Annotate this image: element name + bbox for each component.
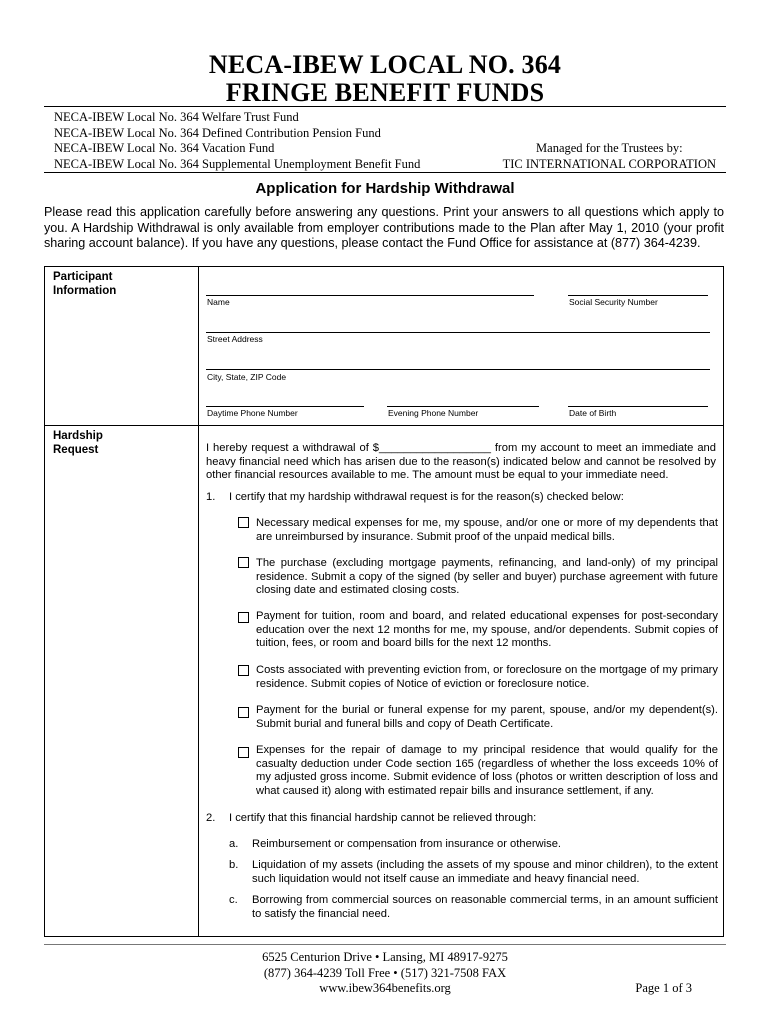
- table-column-divider: [198, 266, 199, 937]
- managed-by-block: [503, 141, 716, 172]
- fund-list: [54, 110, 420, 172]
- item-1-number: 1.: [206, 491, 216, 503]
- fund-name: NECA-IBEW Local No. 364 Welfare Trust Fund: [54, 110, 299, 124]
- reason-funeral-checkbox[interactable]: [238, 707, 249, 718]
- fund-name: NECA-IBEW Local No. 364 Supplemental Unemployment Benefit Fund: [54, 156, 421, 171]
- city-state-zip-input-line[interactable]: [206, 369, 710, 370]
- reason-residence-purchase-checkbox[interactable]: [238, 557, 249, 568]
- header-top-rule: [44, 106, 726, 107]
- header-bottom-rule: [44, 172, 726, 173]
- form-table: [44, 266, 724, 937]
- reason-medical-checkbox[interactable]: [238, 517, 249, 528]
- reason-funeral-text: Payment for the burial or funeral expense for my parent, spouse, and/or my dependent(s). Submit burial and funeral bills and copy of Death Certificate.: [256, 704, 718, 730]
- reason-tuition-checkbox[interactable]: [238, 612, 249, 623]
- sub-item-text: Liquidation of my assets (including the assets of my spouse and minor children), to the extent such liquidation would not itself cause an immediate and heavy financial need.: [252, 859, 718, 885]
- table-row-divider: [44, 425, 724, 426]
- item-2-number: 2.: [206, 812, 216, 824]
- evening-phone-caption: Evening Phone Number: [388, 408, 479, 418]
- date-of-birth-input-line[interactable]: [568, 406, 708, 407]
- daytime-phone-caption: Daytime Phone Number: [207, 408, 298, 418]
- withdrawal-request-text: I hereby request a withdrawal of $__________________ from my account to meet an immediate and heavy financial need which has arisen due to the reason(s) indicated below and cannot be resolved by other financial resources available to me. The amount must be equal to your immediate need.: [206, 442, 716, 481]
- reason-eviction-text: Costs associated with preventing eviction from, or foreclosure on the mortgage of my primary residence. Submit copies of Notice of eviction or foreclosure notice.: [256, 664, 718, 690]
- footer-address: 6525 Centurion Drive • Lansing, MI 48917-9275: [262, 950, 508, 964]
- footer-rule: [44, 944, 726, 945]
- street-address-input-line[interactable]: [206, 332, 710, 333]
- sub-item-letter: c.: [229, 894, 238, 906]
- ssn-input-line[interactable]: [568, 295, 708, 296]
- footer-phones: (877) 364-4239 Toll Free • (517) 321-7508 FAX: [263, 965, 507, 980]
- hardship-section-label: Hardship Request: [53, 430, 103, 456]
- ssn-caption: Social Security Number: [569, 297, 658, 307]
- managed-company: TIC INTERNATIONAL CORPORATION: [502, 156, 716, 171]
- reason-repair-damage-text: Expenses for the repair of damage to my principal residence that would qualify for the casualty deduction under Code section 165 (regardless of whether the loss exceeds 10% of my adjusted gross income. Submit evidence of loss (photos or written description of loss and what caused it) along with estimated repair bills and insurance settlement, if any.: [256, 744, 718, 797]
- city-state-zip-caption: City, State, ZIP Code: [207, 372, 287, 382]
- reason-eviction-checkbox[interactable]: [238, 665, 249, 676]
- fund-name: NECA-IBEW Local No. 364 Defined Contribution Pension Fund: [54, 125, 381, 140]
- document-title-line1: NECA-IBEW LOCAL NO. 364: [208, 50, 562, 79]
- reason-residence-purchase-text: The purchase (excluding mortgage payments, refinancing, and land-only) of my principal residence. Submit a copy of the signed (by seller and buyer) purchase agreement with future closing date and estimated closing costs.: [256, 557, 718, 596]
- footer-website[interactable]: www.ibew364benefits.org: [319, 981, 451, 995]
- sub-item-letter: b.: [229, 859, 239, 871]
- document-title-line2: FRINGE BENEFIT FUNDS: [225, 78, 545, 107]
- sub-item-text: Reimbursement or compensation from insurance or otherwise.: [252, 838, 562, 850]
- item-2-text: I certify that this financial hardship cannot be relieved through:: [229, 812, 537, 824]
- page-number: Page 1 of 3: [635, 981, 692, 995]
- evening-phone-input-line[interactable]: [387, 406, 539, 407]
- form-intro: Please read this application carefully before answering any questions. Print your answers to all questions which apply to you. A Hardship Withdrawal is only available from employer contributions made to the Plan after May 1, 2010 (your profit sharing account balance). If you have any questions, please contact the Fund Office for assistance at (877) 364-4239.: [44, 205, 724, 250]
- street-address-caption: Street Address: [207, 334, 263, 344]
- fund-name: NECA-IBEW Local No. 364 Vacation Fund: [54, 141, 275, 155]
- reason-repair-damage-checkbox[interactable]: [238, 747, 249, 758]
- participant-section-label: Participant Information: [53, 271, 117, 297]
- managed-label: Managed for the Trustees by:: [536, 141, 683, 155]
- form-title: Application for Hardship Withdrawal: [255, 180, 515, 197]
- sub-item-letter: a.: [229, 838, 239, 850]
- daytime-phone-input-line[interactable]: [206, 406, 364, 407]
- name-input-line[interactable]: [206, 295, 534, 296]
- reason-medical-text: Necessary medical expenses for me, my spouse, and/or one or more of my dependents that are unreimbursed by insurance. Submit proof of the unpaid medical bills.: [256, 517, 718, 543]
- name-caption: Name: [207, 297, 230, 307]
- sub-item-text: Borrowing from commercial sources on reasonable commercial terms, in an amount sufficient to satisfy the financial need.: [252, 894, 718, 920]
- item-1-text: I certify that my hardship withdrawal request is for the reason(s) checked below:: [229, 491, 624, 503]
- reason-tuition-text: Payment for tuition, room and board, and related educational expenses for post-secondary education over the next 12 months for me, my spouse, and/or dependents. Submit copies of tuition, fees, or room and board bills for the next 12 months.: [256, 610, 718, 649]
- date-of-birth-caption: Date of Birth: [569, 408, 617, 418]
